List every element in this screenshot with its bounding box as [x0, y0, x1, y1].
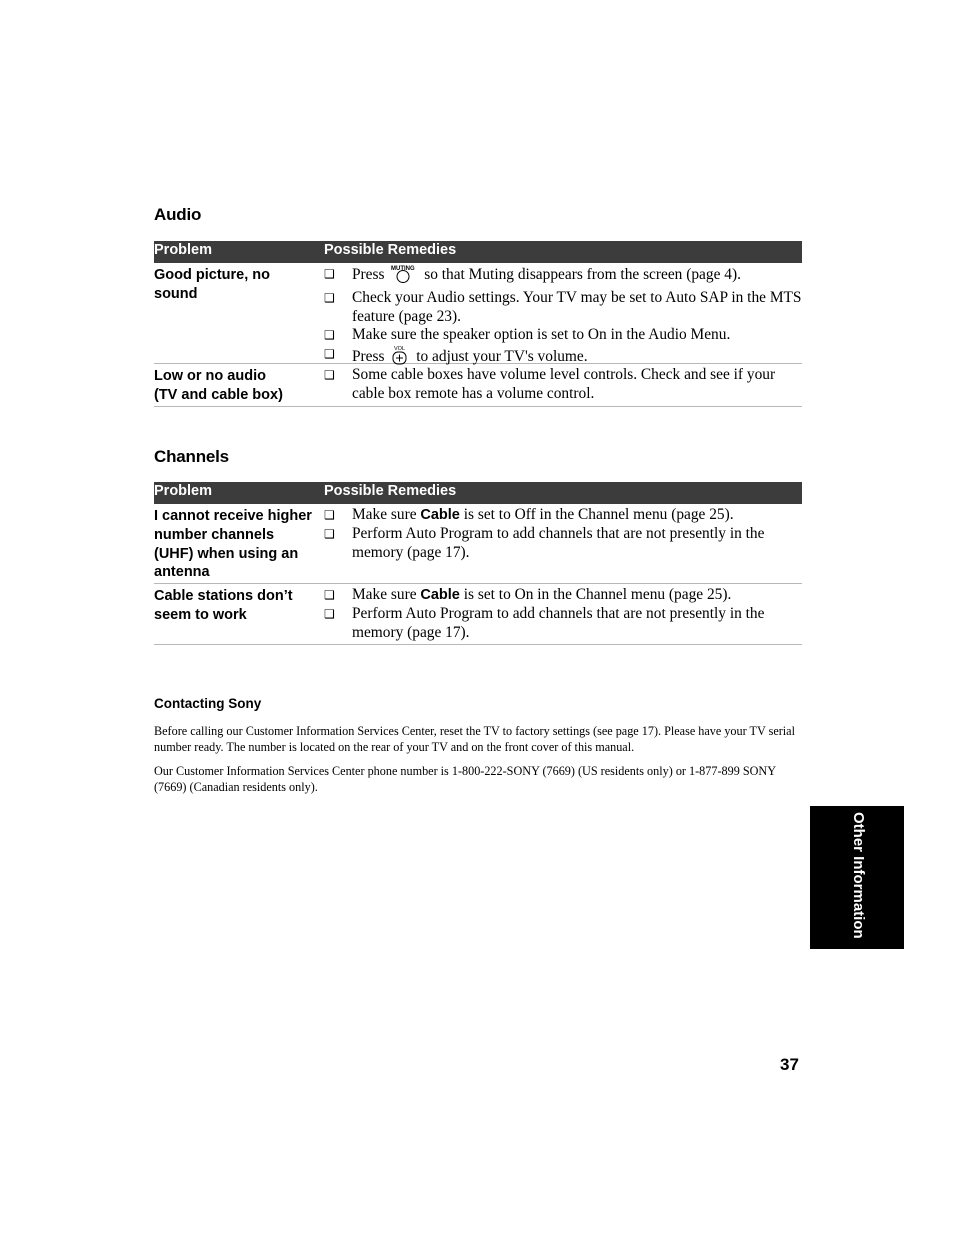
remedy-item	[324, 289, 802, 327]
remedy-text: Press	[352, 266, 385, 283]
contact-subheading: Contacting Sony	[154, 696, 262, 711]
header-problem: Problem	[154, 242, 213, 258]
remedy-text: is set to On in the Channel menu (page 25).	[463, 586, 732, 603]
remedy-text: Some cable boxes have volume level controls. Check and see if your cable box remote has a volume control.	[352, 366, 776, 402]
checkbox-bullet-icon: ❑	[324, 508, 335, 522]
channels-table-header	[154, 482, 802, 504]
channels-table	[154, 482, 802, 645]
remedy-item	[324, 586, 802, 605]
remedies-cell	[324, 585, 802, 640]
cable-setting-label: Cable	[420, 507, 460, 523]
checkbox-bullet-icon: ❑	[324, 328, 335, 343]
remedy-text: Press	[352, 348, 385, 366]
side-tab-label: Other Information	[850, 812, 867, 939]
problem-text: Cable stations don’t seem to work	[154, 588, 293, 623]
audio-table	[154, 241, 802, 407]
contact-paragraph: Our Customer Information Services Center phone number is 1-800-222-SONY (7669) (US residents only) or 1-877-899 SONY (7669) (Canadian residents only).	[154, 764, 776, 794]
checkbox-bullet-icon: ❑	[324, 527, 335, 541]
section-side-tab	[810, 806, 904, 949]
muting-button-icon	[391, 265, 417, 289]
remedy-text: Perform Auto Program to add channels that are not presently in the memory (page 17).	[352, 605, 765, 641]
table-row	[154, 364, 802, 407]
remedy-text: Make sure	[352, 506, 417, 523]
problem-cell	[154, 365, 324, 402]
remedy-text: is set to Off in the Channel menu (page 25).	[463, 506, 734, 523]
checkbox-bullet-icon: ❑	[324, 368, 335, 382]
remedy-item	[324, 506, 802, 525]
header-remedies: Possible Remedies	[324, 483, 457, 499]
cable-setting-label: Cable	[420, 587, 460, 603]
table-row	[154, 504, 802, 584]
remedies-cell	[324, 264, 802, 366]
problem-cell	[154, 264, 324, 359]
problem-text: I cannot receive higher number channels (UHF) when using an antenna	[154, 508, 312, 581]
remedy-text: Make sure	[352, 586, 417, 603]
remedy-text: so that Muting disappears from the screen (page 4).	[424, 266, 741, 283]
checkbox-bullet-icon: ❑	[324, 290, 335, 305]
problem-cell	[154, 585, 324, 640]
muting-label: MUTING	[391, 266, 416, 272]
audio-table-header	[154, 241, 802, 263]
page-number: 37	[780, 1055, 799, 1074]
remedy-item	[324, 525, 802, 563]
audio-section-title: Audio	[154, 205, 202, 224]
checkbox-bullet-icon: ❑	[324, 267, 335, 281]
checkbox-bullet-icon: ❑	[324, 347, 335, 362]
vol-label: VOL	[394, 346, 406, 353]
remedy-text: to adjust your TV's volume.	[416, 348, 588, 366]
contact-paragraph: Before calling our Customer Information Services Center, reset the TV to factory settings (see page 17). Please have your TV serial number ready. The number is located on the rear of your TV and on the front cover of this manual.	[154, 724, 795, 754]
table-row	[154, 584, 802, 645]
remedy-item	[324, 366, 802, 404]
problem-text: Good picture, no sound	[154, 267, 270, 302]
header-remedies: Possible Remedies	[324, 242, 457, 258]
remedy-text: Check your Audio settings. Your TV may be set to Auto SAP in the MTS feature (page 23).	[352, 288, 802, 325]
remedy-item	[324, 326, 802, 345]
table-row	[154, 263, 802, 364]
remedy-item	[324, 605, 802, 643]
remedy-item	[324, 265, 802, 289]
remedies-cell	[324, 505, 802, 579]
checkbox-bullet-icon: ❑	[324, 607, 335, 621]
remedies-cell	[324, 365, 802, 402]
checkbox-bullet-icon: ❑	[324, 588, 335, 602]
remedy-text: Perform Auto Program to add channels that are not presently in the memory (page 17).	[352, 525, 765, 561]
remedy-text: Make sure the speaker option is set to On in the Audio Menu.	[352, 326, 731, 344]
header-problem: Problem	[154, 483, 213, 499]
channels-section-title: Channels	[154, 447, 229, 466]
problem-text: Low or no audio (TV and cable box)	[154, 368, 283, 403]
problem-cell	[154, 505, 324, 579]
